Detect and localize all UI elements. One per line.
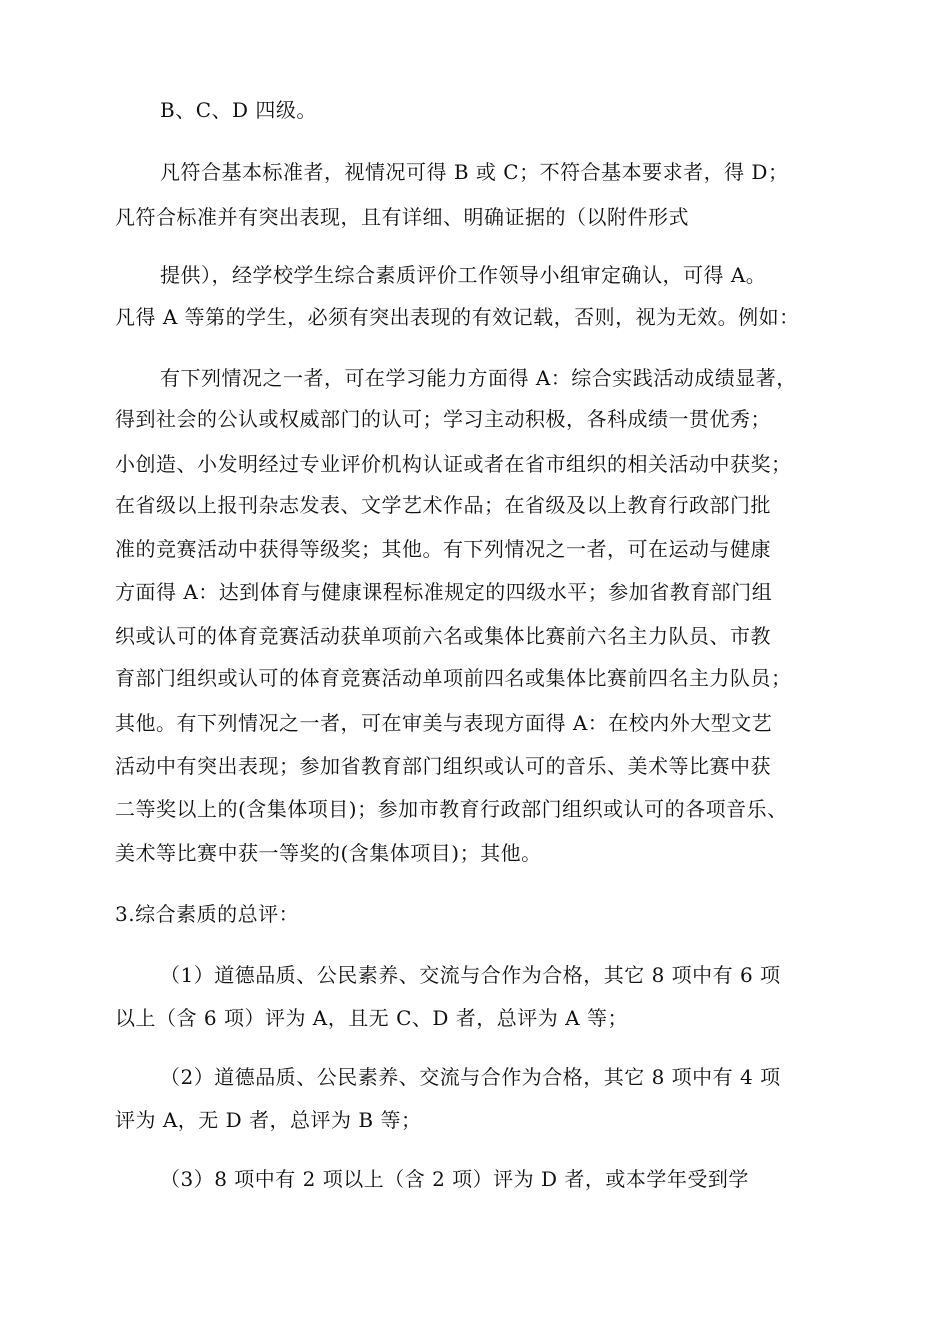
text-line: 二等奖以上的(含集体项目)；参加市教育行政部门组织或认可的各项音乐、 [115, 797, 788, 821]
text-line: 在省级以上报刊杂志发表、文学艺术作品；在省级及以上教育行政部门批 [115, 493, 771, 517]
text-line: 方面得 A：达到体育与健康课程标准规定的四级水平；参加省教育部门组 [115, 580, 773, 604]
section-heading: 3.综合素质的总评： [115, 902, 300, 926]
text-line: 准的竞赛活动中获得等级奖；其他。有下列情况之一者，可在运动与健康 [115, 537, 771, 561]
text-line: （3）8 项中有 2 项以上（含 2 项）评为 D 者，或本学年受到学 [160, 1167, 749, 1191]
text-line: 小创造、小发明经过专业评价机构认证或者在省市组织的相关活动中获奖； [115, 452, 792, 476]
text-line: 凡符合基本标准者，视情况可得 B 或 C；不符合基本要求者，得 D； [160, 160, 789, 184]
text-line: 有下列情况之一者，可在学习能力方面得 A：综合实践活动成绩显著， [160, 366, 797, 390]
text-line: 织或认可的体育竞赛活动获单项前六名或集体比赛前六名主力队员、市教 [115, 624, 771, 648]
text-line: 评为 A，无 D 者，总评为 B 等； [115, 1108, 422, 1132]
text-line: 美术等比赛中获一等奖的(含集体项目)；其他。 [115, 841, 542, 865]
text-line: （2）道德品质、公民素养、交流与合作为合格，其它 8 项中有 4 项 [160, 1065, 781, 1089]
text-line: 其他。有下列情况之一者，可在审美与表现方面得 A：在校内外大型文艺 [115, 711, 773, 735]
text-line: 以上（含 6 项）评为 A，且无 C、D 者，总评为 A 等； [115, 1006, 628, 1030]
text-line: 得到社会的公认或权威部门的认可；学习主动积极，各科成绩一贯优秀； [115, 407, 771, 431]
text-line: 活动中有突出表现；参加省教育部门组织或认可的音乐、美术等比赛中获 [115, 754, 771, 778]
text-line: B、C、D 四级。 [160, 98, 317, 122]
text-line: 凡符合标准并有突出表现，且有详细、明确证据的（以附件形式 [115, 205, 689, 229]
text-line: 育部门组织或认可的体育竞赛活动单项前四名或集体比赛前四名主力队员； [115, 666, 792, 690]
text-line: 凡得 A 等第的学生，必须有突出表现的有效记载，否则，视为无效。例如： [115, 305, 800, 329]
text-line: （1）道德品质、公民素养、交流与合作为合格，其它 8 项中有 6 项 [160, 963, 781, 987]
text-line: 提供），经学校学生综合素质评价工作领导小组审定确认，可得 A。 [160, 263, 767, 287]
